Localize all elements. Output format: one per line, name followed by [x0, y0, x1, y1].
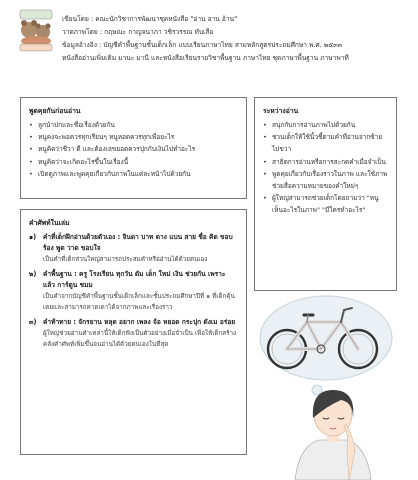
while-reading-box: [254, 97, 397, 291]
vocab-item-1: [29, 232, 238, 265]
vocab-heading: คำท้าทาย : จักรยาน หลุด อยาก เพลง จ้อ หยอด กระปุก ดังเม อร่อย: [43, 318, 236, 326]
credit-reference-2: หนังสืออ่านเพิ่มเติม มานะ มานี และหนังสือเรียนรายวิชาพื้นฐาน ภาษาไทย ชุดภาษาพื้นฐาน ภาษาพาที: [62, 54, 349, 62]
header: [0, 0, 418, 80]
vocab-description: เป็นคำจากบัญชีคำพื้นฐานชั้นเด็กเล็กและชั้นประถมศึกษาปีที่ ๑ ที่เด็กคุ้นเคยและสามารถคาดเดาได้จากภาพและเรื่องราว: [43, 293, 235, 311]
before-reading-list: [29, 119, 238, 180]
credit-illustrator: วาดภาพโดย : กฤษณะ กาญจนาภา วชิรวรรณ ทับเสือ: [62, 28, 214, 36]
list-item: • หนูคิดว่าจะเกิดอะไรขึ้นในเรื่องนี้: [29, 156, 238, 168]
vocab-number: ๓): [29, 318, 37, 326]
girl-figure: [295, 390, 371, 480]
list-item: • สนุกกับการอ่านภาพไปด้วยกัน: [263, 119, 388, 131]
vocab-number: ๒): [29, 270, 37, 278]
while-reading-list: [263, 119, 388, 217]
list-item: • พูดคุยเกี่ยวกับเรื่องราวในภาพ และใช้ภาพช่วยสื่อความหมายของคำใหม่ๆ: [263, 168, 388, 192]
vocab-heading: คำพื้นฐาน : ครู โรงเรียน ทุกวัน ดัม เด็ก ใหม่ เงิน ช่วยกัน เพราะ แล้ว การ์ตูน ชมม: [43, 270, 226, 289]
list-item: • สาธิตการอ่านหรือการสะกดคำเมื่อจำเป็น: [263, 156, 388, 168]
list-item: • ผู้ใหญ่สามารถช่วยเด็กโดยถามว่า "หนูเห็นอะไรในภาพ" "มีใครทำอะไร": [263, 192, 388, 216]
bear-logo: [16, 8, 56, 52]
vocab-item-3: [29, 317, 238, 350]
vocab-item-2: [29, 269, 238, 313]
credits: [62, 13, 349, 65]
vocab-heading: คำที่เด็กฝึกอ่านด้วยตัวเอง : จินดา บาท ตาง แบน สาย ชื่อ คิด ขอบ ร้อง พูด วาด ขอบใจ: [43, 233, 233, 252]
list-item: • ชวนเด็กให้ใช้นิ้วชี้ตามคำที่อ่านจากซ้ายไปขวา: [263, 131, 388, 155]
vocab-description: เป็นคำที่เด็กส่วนใหญ่สามารถประสมคำหรืออ่านได้ด้วยตนเอง: [43, 256, 208, 263]
list-item: • ลูกนำปกและชื่อเรื่องด้วยกัน: [29, 119, 238, 131]
vocab-number: ๑): [29, 233, 37, 241]
vocab-title: คำศัพท์ในเล่ม: [29, 219, 70, 227]
list-item: • หนูคิดว่าชีวา ดี และต้องเลขยอดควรปุกกับเงินไปทำอะไร: [29, 143, 238, 155]
vocab-box: [20, 209, 247, 455]
while-reading-title: ระหว่างอ่าน: [263, 107, 299, 115]
credit-author: เขียนโดย : คณะนักวิชาการพัฒนาชุดหนังสือ "อ่าน อาน อ้าน": [62, 15, 238, 23]
girl-bicycle-illustration: [255, 294, 405, 480]
before-reading-box: [20, 97, 247, 199]
credit-reference: ข้อมูลอ้างอิง : บัญชีคำพื้นฐานชั้นเด็กเล็ก แบบเรียนภาษาไทย สามหลักสูตรประถมศึกษา พ.ศ. ๒๕๓๓: [62, 41, 343, 49]
list-item: • หนูคงจะพอควรทุกเรียนๆ หนูหอดควรทุกเพื่อยะไร: [29, 131, 238, 143]
list-item: • เปิดดูภาพและพูดคุยเกี่ยวกับภาพในแต่ละหน้าไปด้วยกัน: [29, 168, 238, 180]
vocab-description: ผู้ใหญ่ช่วยอ่านคำเหล่านี้ให้เด็กฟังเป็นตัวอย่างเมื่อจำเป็น เพื่อให้เด็กสร้างคลังคำศัพท์เพิ่มขึ้นจนอ่านได้ด้วยตนเองในที่สุด: [43, 330, 237, 348]
before-reading-title: พูดคุยกันก่อนอ่าน: [29, 107, 81, 115]
